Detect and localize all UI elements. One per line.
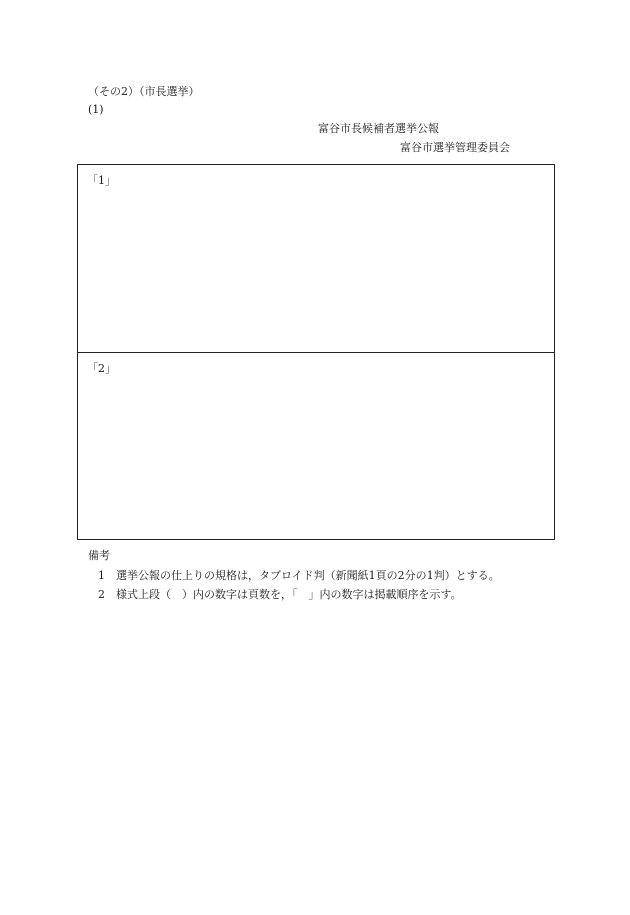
section-label: 「1」 [87, 174, 116, 187]
note-text: 選挙公報の仕上りの規格は，タブロイド判（新聞紙1頁の2分の1判）とする。 [116, 569, 500, 582]
page-number-marker: (1) [88, 103, 104, 116]
note-item [98, 588, 462, 602]
candidate-section-2 [78, 353, 554, 540]
note-number: 2 [98, 588, 105, 601]
section-label: 「2」 [87, 362, 116, 375]
note-item [98, 569, 500, 583]
issuer-name: 富谷市選挙管理委員会 [400, 141, 510, 154]
bulletin-frame [77, 164, 555, 540]
note-text: 様式上段（ ）内の数字は頁数を，「 」内の数字は掲載順序を示す。 [116, 588, 462, 601]
note-number: 1 [98, 569, 105, 582]
document-title: 富谷市長候補者選挙公報 [318, 122, 439, 135]
notes-heading: 備考 [88, 549, 110, 562]
candidate-section-1 [78, 165, 554, 353]
form-subtitle: （その2）（市長選挙） [88, 85, 200, 98]
